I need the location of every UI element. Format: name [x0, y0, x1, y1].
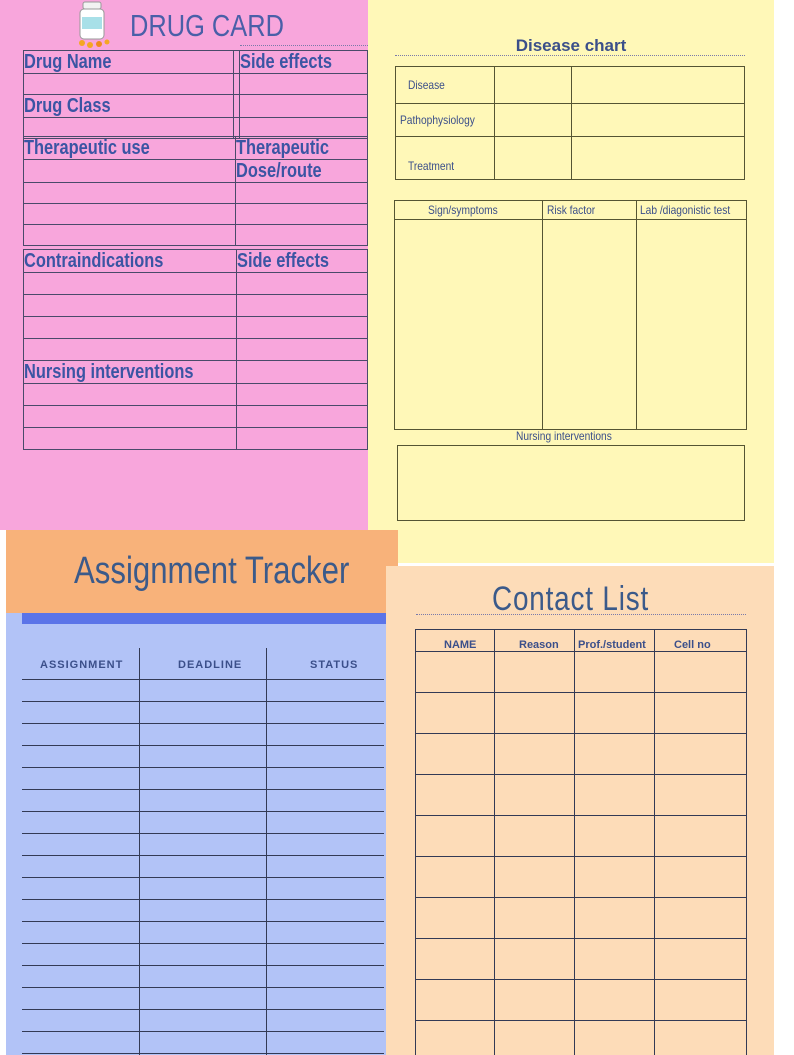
risk-factor-cell[interactable]	[543, 220, 637, 430]
pathophysiology-cell[interactable]	[572, 104, 745, 137]
ruled-line	[22, 877, 384, 878]
nursing-interventions-cell[interactable]	[24, 361, 237, 384]
nursing-interventions-label: Nursing interventions	[24, 361, 194, 383]
ruled-line	[22, 899, 384, 900]
drug-name-grid	[23, 50, 368, 139]
ruled-line	[22, 833, 384, 834]
ruled-line	[22, 921, 384, 922]
grid-line	[415, 733, 747, 734]
grid-line	[415, 897, 747, 898]
column-divider	[494, 629, 495, 1055]
column-divider	[415, 629, 416, 1055]
ruled-line	[22, 701, 384, 702]
assignment-column-header: ASSIGNMENT	[40, 659, 124, 671]
grid-line	[415, 1020, 747, 1021]
drug-class-label: Drug Class	[24, 95, 111, 117]
ruled-line	[22, 811, 384, 812]
drug-class-cell[interactable]	[24, 95, 234, 118]
symptoms-grid	[394, 200, 747, 430]
lab-test-header: Lab /diagonistic test	[639, 203, 731, 217]
grid-line	[415, 651, 747, 652]
deadline-column-header: DEADLINE	[178, 659, 243, 671]
disease-row-label: Disease	[408, 78, 445, 92]
column-divider	[139, 648, 140, 1055]
contact-list-title: Contact List	[492, 580, 650, 618]
therapeutic-use-label: Therapeutic use	[24, 137, 150, 159]
grid-line	[415, 979, 747, 980]
risk-factor-header: Risk factor	[547, 203, 596, 217]
grid-line	[415, 774, 747, 775]
contraindications-grid	[23, 249, 368, 450]
grid-line	[415, 856, 747, 857]
ruled-line	[22, 767, 384, 768]
assignment-tracker-title: Assignment Tracker	[74, 550, 350, 592]
drug-name-label: Drug Name	[24, 51, 112, 73]
side-effects-2-cell[interactable]	[236, 250, 367, 273]
accent-bar	[22, 613, 388, 624]
side-effects-label: Side effects	[240, 51, 333, 73]
contraindications-label: Contraindications	[24, 250, 164, 272]
divider	[240, 45, 368, 46]
disease-cell[interactable]	[495, 67, 572, 104]
lab-test-cell[interactable]	[636, 220, 746, 430]
ruled-line	[22, 1053, 384, 1054]
grid-line	[415, 692, 747, 693]
therapeutic-grid	[23, 136, 368, 246]
treatment-cell[interactable]	[572, 137, 745, 180]
disease-info-grid	[395, 66, 745, 180]
ruled-line	[22, 723, 384, 724]
nursing-interventions-heading: Nursing interventions	[516, 429, 612, 443]
column-divider	[266, 648, 267, 1055]
ruled-line	[22, 943, 384, 944]
therapeutic-use-cell[interactable]	[24, 137, 236, 160]
drug-card-panel	[0, 0, 371, 530]
side-effects-2-label: Side effects	[236, 250, 329, 272]
ruled-line	[22, 855, 384, 856]
side-effects-cell[interactable]	[240, 51, 368, 74]
column-divider	[574, 629, 575, 1055]
signs-symptoms-cell[interactable]	[395, 220, 543, 430]
column-divider	[746, 629, 747, 1055]
ruled-line	[22, 679, 384, 680]
pill-bottle-icon	[74, 0, 114, 48]
grid-line	[415, 938, 747, 939]
name-column-header: NAME	[444, 639, 477, 651]
pathophysiology-cell[interactable]	[495, 104, 572, 137]
disease-cell[interactable]	[572, 67, 745, 104]
ruled-line	[22, 745, 384, 746]
therapeutic-label: Therapeutic	[236, 137, 330, 159]
reason-column-header: Reason	[519, 639, 559, 651]
disease-chart-panel	[368, 0, 774, 563]
signs-symptoms-header: Sign/symptoms	[427, 203, 498, 217]
treatment-row-label: Treatment	[408, 159, 455, 173]
column-divider	[654, 629, 655, 1055]
divider	[395, 55, 745, 56]
drug-name-cell[interactable]	[24, 51, 234, 74]
grid-line	[415, 815, 747, 816]
disease-chart-title: Disease chart	[515, 36, 627, 55]
prof-student-column-header: Prof./student	[578, 639, 646, 651]
nursing-interventions-box[interactable]	[397, 445, 745, 521]
treatment-cell[interactable]	[495, 137, 572, 180]
ruled-line	[22, 965, 384, 966]
contraindications-cell[interactable]	[24, 250, 237, 273]
grid-line	[415, 629, 747, 630]
dose-route-label: Dose/route	[236, 160, 322, 182]
divider	[416, 614, 746, 615]
assignment-tracker-header	[6, 530, 398, 613]
drug-card-title: DRUG CARD	[130, 8, 284, 43]
ruled-line	[22, 789, 384, 790]
therapeutic-dose-cell[interactable]	[236, 137, 368, 160]
ruled-line	[22, 987, 384, 988]
status-column-header: STATUS	[310, 659, 359, 671]
cell-no-column-header: Cell no	[674, 639, 711, 651]
ruled-line	[22, 1009, 384, 1010]
pathophysiology-row-label: Pathophysiology	[400, 113, 475, 127]
ruled-line	[22, 1031, 384, 1032]
